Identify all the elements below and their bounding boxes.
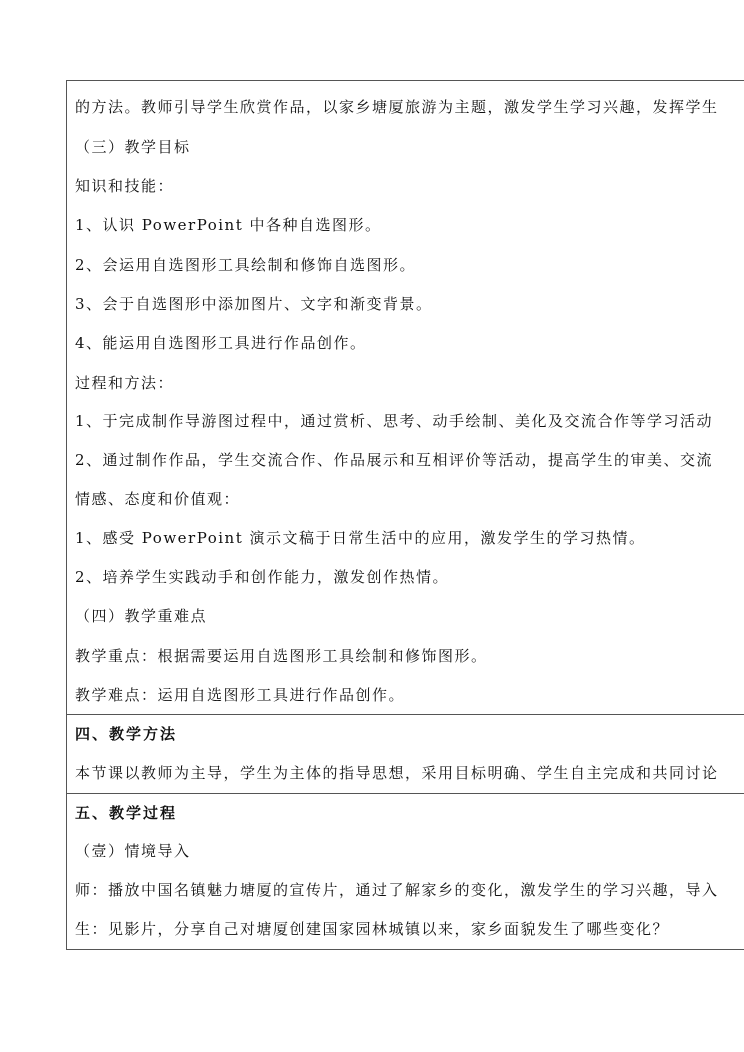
- subheading-key-points: （四）教学重难点: [75, 607, 208, 625]
- section-heading-process: 五、教学过程: [75, 804, 178, 822]
- key-point: 教学重点：根据需要运用自选图形工具绘制和修饰图形。: [75, 647, 488, 665]
- subsection-label: 过程和方法：: [75, 374, 175, 392]
- list-item: 2、培养学生实践动手和创作能力，激发创作热情。: [75, 568, 450, 586]
- list-item: 1、感受 PowerPoint 演示文稿于日常生活中的应用，激发学生的学习热情。: [75, 529, 646, 547]
- list-item: 1、于完成制作导游图过程中，通过赏析、思考、动手绘制、美化及交流合作等学习活动: [75, 412, 714, 430]
- list-item: 2、会运用自选图形工具绘制和修饰自选图形。: [75, 256, 417, 274]
- list-item: 1、认识 PowerPoint 中各种自选图形。: [75, 216, 382, 234]
- section-heading-methods: 四、教学方法: [75, 725, 178, 743]
- text-line: 的方法。教师引导学生欣赏作品，以家乡塘厦旅游为主题，激发学生学习兴趣，发挥学生: [75, 98, 719, 116]
- subheading-objectives: （三）教学目标: [75, 138, 191, 156]
- row-divider: [67, 793, 744, 794]
- methods-body: 本节课以教师为主导，学生为主体的指导思想，采用目标明确、学生自主完成和共同讨论: [75, 764, 719, 782]
- subsection-label: 情感、态度和价值观：: [75, 490, 241, 508]
- teacher-line: 师：播放中国名镇魅力塘厦的宣传片，通过了解家乡的变化，激发学生的学习兴趣，导入: [75, 881, 719, 899]
- lesson-plan-table: [66, 80, 744, 950]
- list-item: 3、会于自选图形中添加图片、文字和渐变背景。: [75, 295, 433, 313]
- student-line: 生：见影片，分享自己对塘厦创建国家园林城镇以来，家乡面貌发生了哪些变化？: [75, 920, 670, 938]
- difficult-point: 教学难点：运用自选图形工具进行作品创作。: [75, 686, 406, 704]
- list-item: 4、能运用自选图形工具进行作品创作。: [75, 334, 367, 352]
- list-item: 2、通过制作作品，学生交流合作、作品展示和互相评价等活动，提高学生的审美、交流: [75, 451, 714, 469]
- subsection-label: 知识和技能：: [75, 177, 175, 195]
- subheading-intro: （壹）情境导入: [75, 842, 191, 860]
- row-divider: [67, 714, 744, 715]
